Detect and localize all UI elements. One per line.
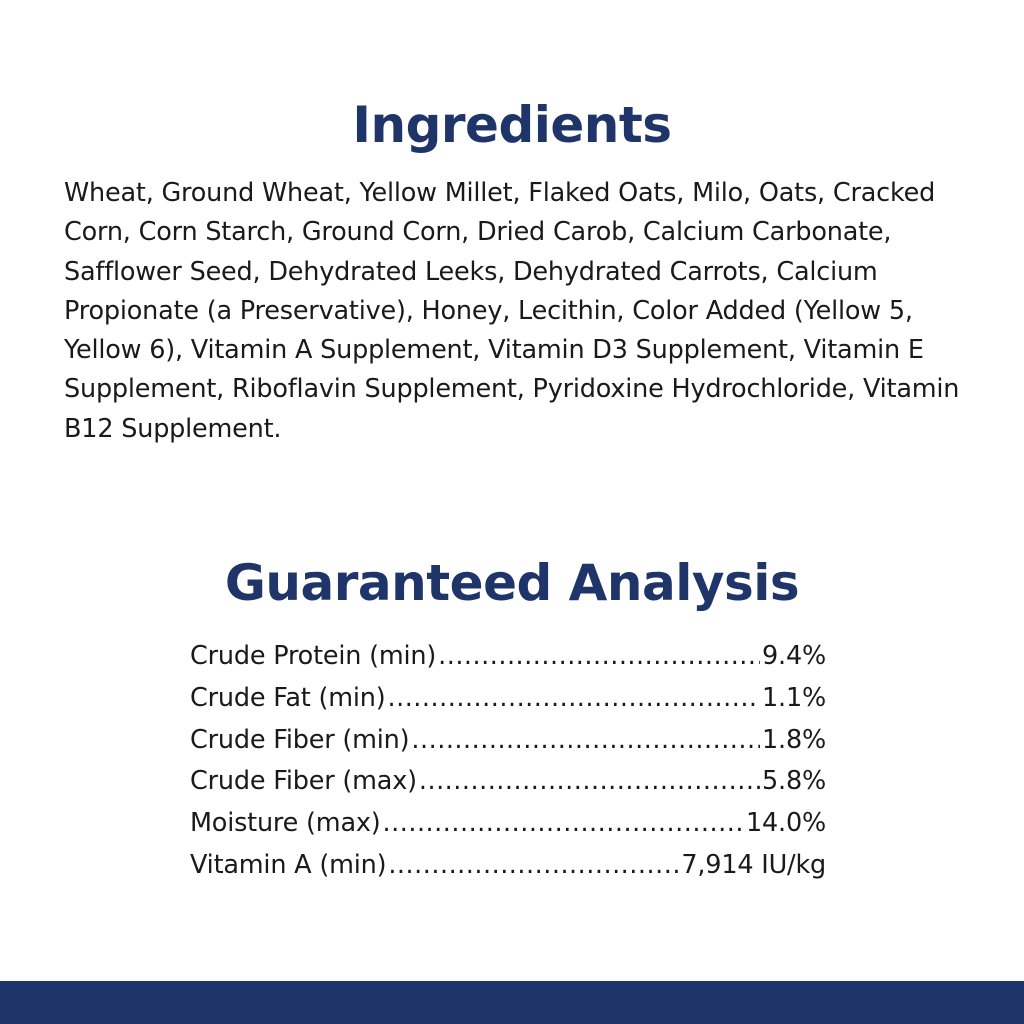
dot-leader xyxy=(419,761,760,803)
dot-leader xyxy=(387,678,760,720)
analysis-row-moisture xyxy=(190,803,826,845)
analysis-value: 5.8% xyxy=(762,766,826,797)
analysis-label: Crude Protein (min) xyxy=(190,641,437,671)
dot-leader xyxy=(383,803,744,845)
analysis-row-crude-fat xyxy=(190,678,826,720)
guaranteed-analysis-list xyxy=(190,636,826,887)
analysis-label: Crude Fat (min) xyxy=(190,682,386,713)
analysis-row-vitamin-a xyxy=(190,845,826,887)
analysis-label: Crude Fiber (max) xyxy=(190,766,417,797)
analysis-label: Moisture (max) xyxy=(190,808,381,839)
analysis-row-crude-fiber-max xyxy=(190,761,826,803)
ingredients-heading: Ingredients xyxy=(352,96,672,154)
guaranteed-analysis-heading: Guaranteed Analysis xyxy=(224,554,800,612)
analysis-value: 14.0% xyxy=(745,808,826,839)
bottom-color-bar xyxy=(0,981,1024,1024)
analysis-label: Vitamin A (min) xyxy=(190,849,387,880)
analysis-value: 9.4% xyxy=(762,641,826,671)
dot-leader xyxy=(388,845,679,887)
analysis-value: 7,914 IU/kg xyxy=(681,849,826,880)
ingredients-text: Wheat, Ground Wheat, Yellow Millet, Flaked Oats, Milo, Oats, Cracked Corn, Corn Starch, Ground Corn, Dried Carob, Calcium Carbonate, Safflower Seed, Dehydrated Leeks, Dehydrated Carrots, Calcium Propionate (a Preservative), Honey, Lecithin, Color Added (Yellow 5, Yellow 6), Vitamin A Supplement, Vitamin D3 Supplement, Vitamin E Supplement, Riboflavin Supplement, Pyridoxine Hydrochloride, Vitamin B12 Supplement. xyxy=(64,178,960,444)
analysis-label: Crude Fiber (min) xyxy=(190,724,410,755)
analysis-row-crude-protein xyxy=(190,636,826,678)
analysis-value: 1.8% xyxy=(762,724,826,755)
analysis-row-crude-fiber-min xyxy=(190,720,826,762)
dot-leader xyxy=(438,636,760,678)
analysis-value: 1.1% xyxy=(762,682,826,713)
dot-leader xyxy=(411,720,760,762)
